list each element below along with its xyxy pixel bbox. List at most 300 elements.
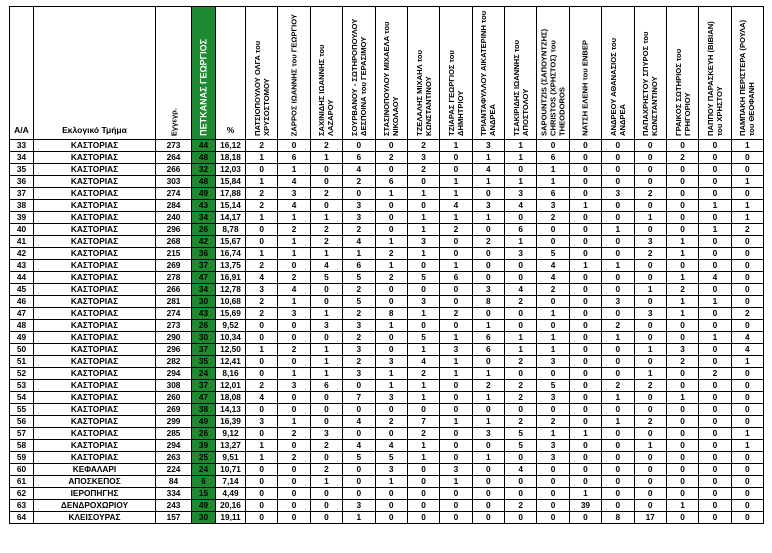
cell-votes: 3 xyxy=(602,188,634,200)
cell-registered: 284 xyxy=(156,200,192,212)
cell-votes: 1 xyxy=(407,308,439,320)
cell-votes: 0 xyxy=(666,428,698,440)
cell-votes: 2 xyxy=(505,392,537,404)
cell-votes: 2 xyxy=(278,344,310,356)
cell-votes: 0 xyxy=(731,476,763,488)
cell-votes: 5 xyxy=(375,452,407,464)
cell-votes: 0 xyxy=(569,476,601,488)
cell-petkanas: 47 xyxy=(192,392,216,404)
cell-votes: 0 xyxy=(343,404,375,416)
table-row xyxy=(10,356,764,368)
cell-votes: 0 xyxy=(602,152,634,164)
cell-percent: 16,39 xyxy=(216,416,246,428)
cell-votes: 3 xyxy=(472,140,504,152)
candidate-name: ΠΑΠΑΧΡΗΣΤΟΥ ΣΠΥΡΟΣ του ΚΩΝΣΤΑΝΤΙΝΟΥ xyxy=(641,31,660,136)
cell-petkanas: 34 xyxy=(192,284,216,296)
cell-votes: 1 xyxy=(407,212,439,224)
cell-votes: 0 xyxy=(537,464,569,476)
cell-tmima: ΔΕΝΔΡΟΧΩΡΙΟΥ xyxy=(34,500,156,512)
candidate-name: ΣΤΑΣΙΝΟΠΟΥΛΟΥ ΜΙΧΑΕΛΑ του ΝΙΚΟΛΑΟΥ xyxy=(382,21,401,136)
cell-votes: 0 xyxy=(246,332,278,344)
cell-petkanas: 6 xyxy=(192,476,216,488)
cell-votes: 2 xyxy=(472,236,504,248)
cell-votes: 1 xyxy=(602,392,634,404)
cell-percent: 12,41 xyxy=(216,356,246,368)
cell-votes: 0 xyxy=(246,404,278,416)
cell-votes: 1 xyxy=(634,440,666,452)
cell-votes: 0 xyxy=(731,464,763,476)
cell-registered: 269 xyxy=(156,260,192,272)
cell-votes: 1 xyxy=(666,392,698,404)
cell-percent: 12,50 xyxy=(216,344,246,356)
cell-votes: 0 xyxy=(602,176,634,188)
cell-votes: 6 xyxy=(278,152,310,164)
cell-votes: 0 xyxy=(731,512,763,524)
cell-votes: 0 xyxy=(569,296,601,308)
cell-votes: 1 xyxy=(440,368,472,380)
cell-votes: 3 xyxy=(343,200,375,212)
cell-votes: 0 xyxy=(699,140,731,152)
cell-votes: 0 xyxy=(246,488,278,500)
col-header-aa: Α/Α xyxy=(10,7,34,140)
cell-tmima: ΚΕΦΑΛΑΡΙ xyxy=(34,464,156,476)
cell-votes: 2 xyxy=(505,500,537,512)
cell-tmima: ΚΑΣΤΟΡΙΑΣ xyxy=(34,332,156,344)
cell-registered: 273 xyxy=(156,140,192,152)
cell-votes: 3 xyxy=(440,464,472,476)
cell-tmima: ΚΑΣΤΟΡΙΑΣ xyxy=(34,356,156,368)
cell-votes: 0 xyxy=(569,236,601,248)
cell-percent: 12,01 xyxy=(216,380,246,392)
cell-petkanas: 32 xyxy=(192,164,216,176)
cell-votes: 6 xyxy=(472,344,504,356)
cell-votes: 2 xyxy=(246,308,278,320)
cell-votes: 2 xyxy=(310,464,342,476)
cell-percent: 16,91 xyxy=(216,272,246,284)
cell-votes: 1 xyxy=(407,380,439,392)
cell-votes: 3 xyxy=(666,344,698,356)
cell-votes: 0 xyxy=(407,500,439,512)
cell-votes: 0 xyxy=(731,416,763,428)
cell-votes: 0 xyxy=(537,140,569,152)
cell-votes: 0 xyxy=(472,476,504,488)
cell-votes: 2 xyxy=(731,224,763,236)
cell-votes: 0 xyxy=(602,140,634,152)
cell-votes: 1 xyxy=(407,248,439,260)
cell-votes: 0 xyxy=(634,320,666,332)
cell-registered: 303 xyxy=(156,176,192,188)
cell-tmima: ΚΑΣΤΟΡΙΑΣ xyxy=(34,284,156,296)
cell-petkanas: 25 xyxy=(192,452,216,464)
cell-votes: 0 xyxy=(537,368,569,380)
col-header-candidate-4 xyxy=(343,7,375,140)
cell-votes: 1 xyxy=(407,224,439,236)
cell-aa: 47 xyxy=(10,308,34,320)
cell-votes: 0 xyxy=(375,164,407,176)
cell-votes: 0 xyxy=(310,164,342,176)
cell-tmima: ΑΠΟΣΚΕΠΟΣ xyxy=(34,476,156,488)
cell-votes: 1 xyxy=(246,152,278,164)
table-row xyxy=(10,464,764,476)
cell-votes: 0 xyxy=(278,332,310,344)
cell-votes: 1 xyxy=(343,512,375,524)
cell-aa: 54 xyxy=(10,392,34,404)
cell-votes: 0 xyxy=(375,296,407,308)
cell-votes: 0 xyxy=(407,260,439,272)
cell-tmima: ΚΑΣΤΟΡΙΑΣ xyxy=(34,368,156,380)
table-row xyxy=(10,164,764,176)
candidate-name: ΤΡΙΑΝΤΑΦΥΛΛΟΥ ΑΙΚΑΤΕΡΙΝΗ του ΑΝΔΡΕΑ xyxy=(479,10,498,136)
cell-votes: 0 xyxy=(569,140,601,152)
cell-votes: 0 xyxy=(699,188,731,200)
cell-votes: 0 xyxy=(569,368,601,380)
table-row xyxy=(10,176,764,188)
cell-votes: 0 xyxy=(310,392,342,404)
cell-votes: 0 xyxy=(407,512,439,524)
cell-votes: 5 xyxy=(343,452,375,464)
cell-votes: 2 xyxy=(505,296,537,308)
cell-tmima: ΚΑΣΤΟΡΙΑΣ xyxy=(34,176,156,188)
cell-votes: 3 xyxy=(407,296,439,308)
cell-votes: 0 xyxy=(699,212,731,224)
cell-aa: 38 xyxy=(10,200,34,212)
col-header-candidate-14 xyxy=(666,7,698,140)
cell-votes: 0 xyxy=(278,440,310,452)
cell-votes: 1 xyxy=(375,380,407,392)
cell-votes: 0 xyxy=(440,296,472,308)
cell-tmima: ΚΑΣΤΟΡΙΑΣ xyxy=(34,272,156,284)
cell-votes: 1 xyxy=(569,200,601,212)
col-header-candidate-1 xyxy=(246,7,278,140)
cell-votes: 4 xyxy=(731,344,763,356)
cell-votes: 1 xyxy=(246,212,278,224)
cell-votes: 1 xyxy=(440,356,472,368)
cell-votes: 0 xyxy=(310,404,342,416)
cell-votes: 0 xyxy=(440,452,472,464)
cell-petkanas: 37 xyxy=(192,260,216,272)
cell-votes: 0 xyxy=(440,152,472,164)
cell-votes: 5 xyxy=(343,272,375,284)
cell-votes: 0 xyxy=(602,404,634,416)
cell-votes: 0 xyxy=(634,224,666,236)
cell-votes: 0 xyxy=(634,488,666,500)
cell-votes: 0 xyxy=(440,236,472,248)
col-header-candidate-12 xyxy=(602,7,634,140)
cell-votes: 0 xyxy=(505,260,537,272)
cell-percent: 16,74 xyxy=(216,248,246,260)
cell-votes: 0 xyxy=(666,452,698,464)
cell-votes: 0 xyxy=(537,488,569,500)
cell-votes: 2 xyxy=(246,200,278,212)
cell-votes: 0 xyxy=(537,512,569,524)
cell-votes: 0 xyxy=(505,164,537,176)
cell-votes: 2 xyxy=(278,452,310,464)
cell-votes: 2 xyxy=(310,224,342,236)
cell-votes: 2 xyxy=(310,440,342,452)
cell-votes: 0 xyxy=(278,320,310,332)
cell-votes: 1 xyxy=(505,176,537,188)
cell-votes: 1 xyxy=(440,332,472,344)
cell-votes: 0 xyxy=(666,512,698,524)
cell-tmima: ΚΑΣΤΟΡΙΑΣ xyxy=(34,344,156,356)
cell-votes: 1 xyxy=(537,344,569,356)
cell-votes: 1 xyxy=(375,188,407,200)
cell-votes: 0 xyxy=(343,488,375,500)
cell-votes: 0 xyxy=(569,344,601,356)
table-row xyxy=(10,452,764,464)
cell-votes: 1 xyxy=(310,308,342,320)
cell-votes: 0 xyxy=(699,404,731,416)
cell-votes: 0 xyxy=(472,188,504,200)
cell-petkanas: 48 xyxy=(192,152,216,164)
cell-aa: 34 xyxy=(10,152,34,164)
cell-votes: 0 xyxy=(569,212,601,224)
cell-votes: 0 xyxy=(278,140,310,152)
cell-votes: 0 xyxy=(666,320,698,332)
cell-votes: 0 xyxy=(440,248,472,260)
cell-registered: 296 xyxy=(156,344,192,356)
cell-aa: 50 xyxy=(10,344,34,356)
cell-votes: 4 xyxy=(246,272,278,284)
cell-votes: 39 xyxy=(569,500,601,512)
cell-percent: 8,78 xyxy=(216,224,246,236)
cell-votes: 0 xyxy=(666,260,698,272)
cell-votes: 4 xyxy=(278,176,310,188)
cell-votes: 0 xyxy=(666,440,698,452)
cell-votes: 0 xyxy=(634,404,666,416)
cell-votes: 1 xyxy=(666,296,698,308)
cell-votes: 1 xyxy=(699,200,731,212)
cell-petkanas: 49 xyxy=(192,500,216,512)
cell-registered: 308 xyxy=(156,380,192,392)
table-row xyxy=(10,344,764,356)
cell-votes: 0 xyxy=(278,512,310,524)
cell-percent: 10,68 xyxy=(216,296,246,308)
cell-registered: 264 xyxy=(156,152,192,164)
cell-votes: 1 xyxy=(472,152,504,164)
candidate-name: ΣΟΥΡΒΑΝΟΥ - ΣΩΤΗΡΟΠΟΥΛΟΥ ΔΕΣΠΟΙΝΑ του ΓΕΡΑΣΙΜΟΥ xyxy=(349,18,368,136)
cell-votes: 1 xyxy=(634,212,666,224)
cell-votes: 0 xyxy=(569,452,601,464)
cell-votes: 0 xyxy=(602,428,634,440)
cell-votes: 1 xyxy=(602,332,634,344)
cell-votes: 0 xyxy=(731,368,763,380)
table-row xyxy=(10,380,764,392)
cell-votes: 0 xyxy=(602,344,634,356)
table-row xyxy=(10,296,764,308)
cell-votes: 2 xyxy=(375,416,407,428)
cell-petkanas: 26 xyxy=(192,320,216,332)
cell-votes: 0 xyxy=(246,500,278,512)
cell-tmima: ΚΑΣΤΟΡΙΑΣ xyxy=(34,188,156,200)
cell-votes: 1 xyxy=(602,224,634,236)
table-row xyxy=(10,488,764,500)
cell-votes: 3 xyxy=(537,356,569,368)
cell-petkanas: 48 xyxy=(192,176,216,188)
cell-percent: 13,27 xyxy=(216,440,246,452)
cell-votes: 0 xyxy=(666,464,698,476)
cell-votes: 2 xyxy=(246,380,278,392)
cell-votes: 2 xyxy=(278,428,310,440)
cell-votes: 0 xyxy=(634,332,666,344)
cell-votes: 2 xyxy=(537,284,569,296)
cell-votes: 0 xyxy=(699,320,731,332)
cell-votes: 0 xyxy=(278,464,310,476)
cell-votes: 0 xyxy=(343,188,375,200)
cell-votes: 2 xyxy=(407,164,439,176)
cell-votes: 1 xyxy=(407,188,439,200)
cell-aa: 57 xyxy=(10,428,34,440)
cell-votes: 0 xyxy=(731,380,763,392)
cell-votes: 2 xyxy=(375,152,407,164)
table-row xyxy=(10,260,764,272)
cell-votes: 0 xyxy=(602,368,634,380)
cell-votes: 2 xyxy=(472,380,504,392)
cell-votes: 0 xyxy=(343,476,375,488)
cell-votes: 0 xyxy=(699,260,731,272)
cell-votes: 1 xyxy=(407,452,439,464)
cell-registered: 157 xyxy=(156,512,192,524)
cell-votes: 2 xyxy=(505,416,537,428)
cell-votes: 0 xyxy=(634,272,666,284)
cell-votes: 3 xyxy=(375,392,407,404)
cell-tmima: ΚΑΣΤΟΡΙΑΣ xyxy=(34,200,156,212)
cell-votes: 2 xyxy=(310,140,342,152)
cell-petkanas: 38 xyxy=(192,404,216,416)
cell-votes: 1 xyxy=(537,308,569,320)
cell-votes: 0 xyxy=(246,320,278,332)
cell-votes: 0 xyxy=(634,464,666,476)
cell-registered: 334 xyxy=(156,488,192,500)
cell-percent: 12,03 xyxy=(216,164,246,176)
cell-percent: 7,14 xyxy=(216,476,246,488)
cell-votes: 0 xyxy=(666,212,698,224)
cell-votes: 2 xyxy=(537,212,569,224)
cell-votes: 1 xyxy=(731,140,763,152)
table-row xyxy=(10,332,764,344)
cell-votes: 1 xyxy=(505,344,537,356)
cell-tmima: ΚΑΣΤΟΡΙΑΣ xyxy=(34,308,156,320)
cell-votes: 3 xyxy=(278,308,310,320)
cell-votes: 0 xyxy=(666,332,698,344)
cell-votes: 4 xyxy=(310,260,342,272)
cell-votes: 2 xyxy=(699,368,731,380)
cell-votes: 2 xyxy=(634,416,666,428)
col-header-candidate-13 xyxy=(634,7,666,140)
cell-votes: 0 xyxy=(407,176,439,188)
cell-votes: 0 xyxy=(472,248,504,260)
cell-votes: 0 xyxy=(602,272,634,284)
cell-votes: 2 xyxy=(246,260,278,272)
cell-votes: 0 xyxy=(343,140,375,152)
cell-votes: 0 xyxy=(310,176,342,188)
cell-votes: 0 xyxy=(634,296,666,308)
cell-votes: 0 xyxy=(666,380,698,392)
cell-votes: 0 xyxy=(472,440,504,452)
cell-votes: 4 xyxy=(343,416,375,428)
cell-votes: 0 xyxy=(699,152,731,164)
cell-votes: 1 xyxy=(537,164,569,176)
cell-votes: 0 xyxy=(634,152,666,164)
cell-votes: 0 xyxy=(602,308,634,320)
cell-votes: 1 xyxy=(310,476,342,488)
cell-votes: 3 xyxy=(634,308,666,320)
cell-tmima: ΚΑΣΤΟΡΙΑΣ xyxy=(34,392,156,404)
cell-votes: 0 xyxy=(246,428,278,440)
cell-tmima: ΚΑΣΤΟΡΙΑΣ xyxy=(34,320,156,332)
cell-registered: 282 xyxy=(156,356,192,368)
cell-petkanas: 49 xyxy=(192,416,216,428)
cell-votes: 0 xyxy=(375,332,407,344)
cell-votes: 0 xyxy=(731,452,763,464)
cell-aa: 36 xyxy=(10,176,34,188)
cell-votes: 0 xyxy=(246,476,278,488)
cell-votes: 1 xyxy=(246,248,278,260)
cell-votes: 1 xyxy=(246,176,278,188)
cell-votes: 1 xyxy=(634,368,666,380)
cell-votes: 0 xyxy=(537,320,569,332)
cell-votes: 1 xyxy=(731,356,763,368)
cell-votes: 0 xyxy=(407,320,439,332)
cell-votes: 0 xyxy=(731,404,763,416)
cell-votes: 1 xyxy=(634,284,666,296)
cell-votes: 1 xyxy=(278,164,310,176)
cell-votes: 0 xyxy=(278,392,310,404)
cell-votes: 4 xyxy=(407,356,439,368)
cell-votes: 3 xyxy=(278,380,310,392)
cell-votes: 0 xyxy=(440,392,472,404)
cell-aa: 40 xyxy=(10,224,34,236)
cell-votes: 3 xyxy=(310,428,342,440)
cell-votes: 0 xyxy=(602,284,634,296)
cell-votes: 6 xyxy=(310,380,342,392)
candidate-name: ΤΣΑΚΙΡΙΔΗΣ ΙΩΑΝΝΗΣ του ΑΠΟΣΤΟΛΟΥ xyxy=(511,39,530,136)
cell-petkanas: 26 xyxy=(192,428,216,440)
table-row xyxy=(10,476,764,488)
cell-petkanas: 39 xyxy=(192,440,216,452)
cell-votes: 1 xyxy=(310,356,342,368)
cell-votes: 0 xyxy=(569,392,601,404)
cell-votes: 0 xyxy=(343,380,375,392)
cell-registered: 243 xyxy=(156,500,192,512)
cell-votes: 8 xyxy=(375,308,407,320)
cell-votes: 0 xyxy=(375,200,407,212)
cell-votes: 3 xyxy=(634,236,666,248)
cell-votes: 2 xyxy=(246,188,278,200)
cell-votes: 0 xyxy=(375,488,407,500)
cell-votes: 2 xyxy=(278,272,310,284)
cell-votes: 0 xyxy=(440,488,472,500)
cell-votes: 1 xyxy=(278,296,310,308)
cell-votes: 0 xyxy=(634,356,666,368)
cell-votes: 0 xyxy=(666,188,698,200)
cell-votes: 0 xyxy=(699,416,731,428)
cell-votes: 2 xyxy=(634,188,666,200)
cell-votes: 1 xyxy=(310,344,342,356)
cell-votes: 2 xyxy=(666,284,698,296)
cell-votes: 0 xyxy=(375,512,407,524)
cell-votes: 0 xyxy=(375,404,407,416)
cell-votes: 1 xyxy=(602,260,634,272)
candidate-name: SAPOUNTZIS (ΣΑΠΟΥΝΤΖΗΣ) CHRISTOS (ΧΡΗΣΤΟΣ) του THEODOROS xyxy=(539,28,567,136)
cell-petkanas: 34 xyxy=(192,212,216,224)
cell-registered: 294 xyxy=(156,440,192,452)
cell-votes: 0 xyxy=(666,224,698,236)
cell-votes: 0 xyxy=(699,236,731,248)
cell-votes: 6 xyxy=(343,260,375,272)
cell-votes: 7 xyxy=(407,416,439,428)
cell-votes: 0 xyxy=(472,404,504,416)
